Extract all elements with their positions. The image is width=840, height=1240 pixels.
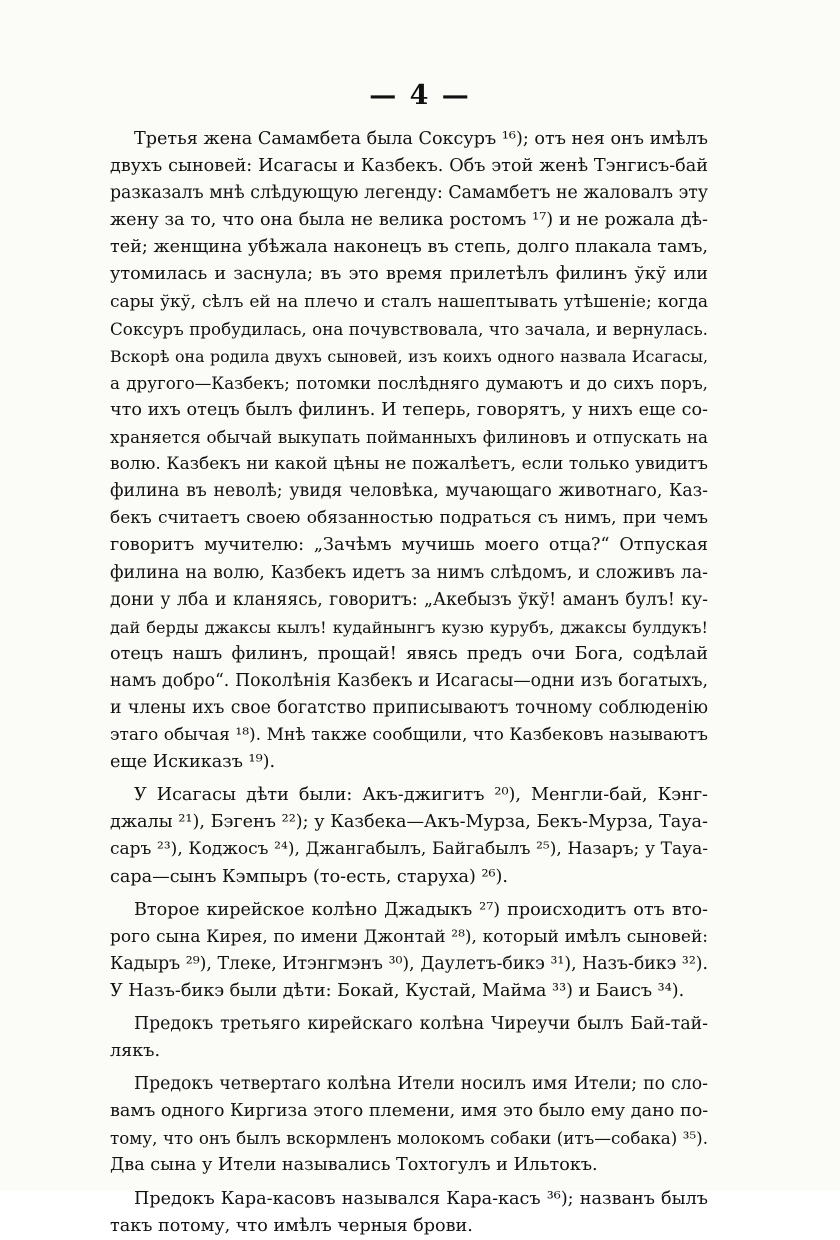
- text-line: храняется обычай выкупать пойманныхъ филиновъ и отпускать на: [110, 427, 708, 448]
- text-line: что ихъ отецъ былъ филинъ. И теперь, говорятъ, у нихъ еще со-: [110, 399, 708, 420]
- text-line: У Исагасы дѣти были: Акъ-джигитъ ²⁰), Менгли-бай, Кэнг-: [134, 785, 708, 806]
- text-line: дай берды джаксы кылъ! кудайнынгъ кузю курубъ, джаксы булдукъ!: [110, 617, 708, 637]
- text-line: разказалъ мнѣ слѣдующую легенду: Самамбетъ не жаловалъ эту: [110, 183, 708, 204]
- text-line: еще Искиказъ ¹⁹).: [110, 752, 276, 773]
- text-line: тей; женщина убѣжала наконецъ въ степь, долго плакала тамъ,: [110, 237, 708, 258]
- paragraph: [110, 126, 708, 776]
- text-line: Два сына у Ители назывались Тохтогулъ и Ильтокъ.: [110, 1155, 598, 1176]
- text-line: утомилась и заснула; въ это время прилетѣлъ филинъ ўкў или: [110, 264, 708, 285]
- text-line: тому, что онъ былъ вскормленъ молокомъ собаки (итъ—собака) ³⁵).: [110, 1128, 708, 1149]
- text-line: лякъ.: [110, 1041, 161, 1062]
- text-line: джалы ²¹), Бэгенъ ²²); у Казбека—Акъ-Мурза, Бекъ-Мурза, Тауа-: [110, 812, 708, 833]
- text-line: волю. Казбекъ ни какой цѣны не пожалѣетъ, если только увидитъ: [110, 454, 708, 475]
- text-line: и члены ихъ свое богатство приписываютъ точному соблюденію: [110, 697, 708, 718]
- paragraph: [110, 897, 708, 1005]
- text-line: филина на волю, Казбекъ идетъ за нимъ слѣдомъ, и сложивъ ла-: [110, 562, 708, 583]
- paragraph: [110, 1071, 708, 1179]
- text-line: Предокъ Кара-касовъ назывался Кара-касъ ³⁶); названъ былъ: [134, 1188, 708, 1209]
- text-line: а другого—Казбекъ; потомки послѣдняго думаютъ и до сихъ поръ,: [110, 372, 708, 393]
- text-line: Кадыръ ²⁹), Тлеке, Итэнгмэнъ ³⁰), Даулетъ-бикэ ³¹), Назъ-бикэ ³²).: [110, 953, 708, 974]
- text-line: этаго обычая ¹⁸). Мнѣ также сообщили, что Казбековъ называютъ: [110, 725, 708, 746]
- text-line: У Назъ-бикэ были дѣти: Бокай, Кустай, Майма ³³) и Баисъ ³⁴).: [110, 980, 685, 1001]
- page-number: — 4 —: [369, 80, 471, 111]
- text-line: вамъ одного Киргиза этого племени, имя это было ему дано по-: [110, 1101, 709, 1122]
- text-line: Третья жена Самамбета была Соксуръ ¹⁶); отъ нея онъ имѣлъ: [134, 129, 708, 149]
- text-line: филина въ неволѣ; увидя человѣка, мучающаго животнаго, Каз-: [110, 481, 708, 502]
- text-line: жену за то, что она была не велика ростомъ ¹⁷) и не рожала дѣ-: [110, 210, 708, 231]
- text-line: Вскорѣ она родила двухъ сыновей, изъ коихъ одного назвала Исагасы,: [110, 346, 708, 366]
- text-line: такъ потому, что имѣлъ черныя брови.: [110, 1215, 473, 1236]
- text-line: сара—сынъ Кэмпыръ (то-есть, старуха) ²⁶).: [110, 866, 509, 887]
- text-line: дони у лба и кланяясь, говоритъ: „Акебызъ ўкў! аманъ булъ! ку-: [110, 589, 708, 610]
- text-line: саръ ²³), Коджосъ ²⁴), Джангабылъ, Байгабылъ ²⁵), Назаръ; у Тауа-: [110, 839, 708, 860]
- text-line: отецъ нашъ филинъ, прощай! явясь предъ очи Бога, содѣлай: [110, 643, 708, 664]
- text-line: намъ добро“. Поколѣнія Казбекъ и Исагасы—одни изъ богатыхъ,: [110, 670, 708, 691]
- text-line: Соксуръ пробудилась, она почувствовала, что зачала, и вернулась.: [110, 318, 708, 339]
- text-line: рого сына Кирея, по имени Джонтай ²⁸), который имѣлъ сыновей:: [110, 926, 708, 947]
- paragraph: [110, 1011, 708, 1065]
- text-line: говоритъ мучителю: „Зачѣмъ мучишь моего отца?“ Отпуская: [110, 535, 708, 556]
- text-line: Предокъ четвертаго колѣна Ители носилъ имя Ители; по сло-: [134, 1074, 708, 1095]
- text-line: сары ўкў, сѣлъ ей на плечо и сталъ нашептывать утѣшенie; когда: [110, 291, 708, 312]
- text-line: двухъ сыновей: Исагасы и Казбекъ. Объ этой женѣ Тэнгисъ-бай: [110, 156, 708, 177]
- text-line: Второе кирейское колѣно Джадыкъ ²⁷) происходитъ отъ вто-: [134, 899, 708, 920]
- paragraph: [110, 1186, 708, 1240]
- paragraph: [110, 782, 708, 890]
- text-line: бекъ считаетъ своею обязанностью подраться съ нимъ, при чемъ: [110, 508, 708, 529]
- text-line: Предокъ третьяго кирейскаго колѣна Чиреучи былъ Бай-тай-: [134, 1014, 708, 1034]
- body-text: [110, 126, 708, 1240]
